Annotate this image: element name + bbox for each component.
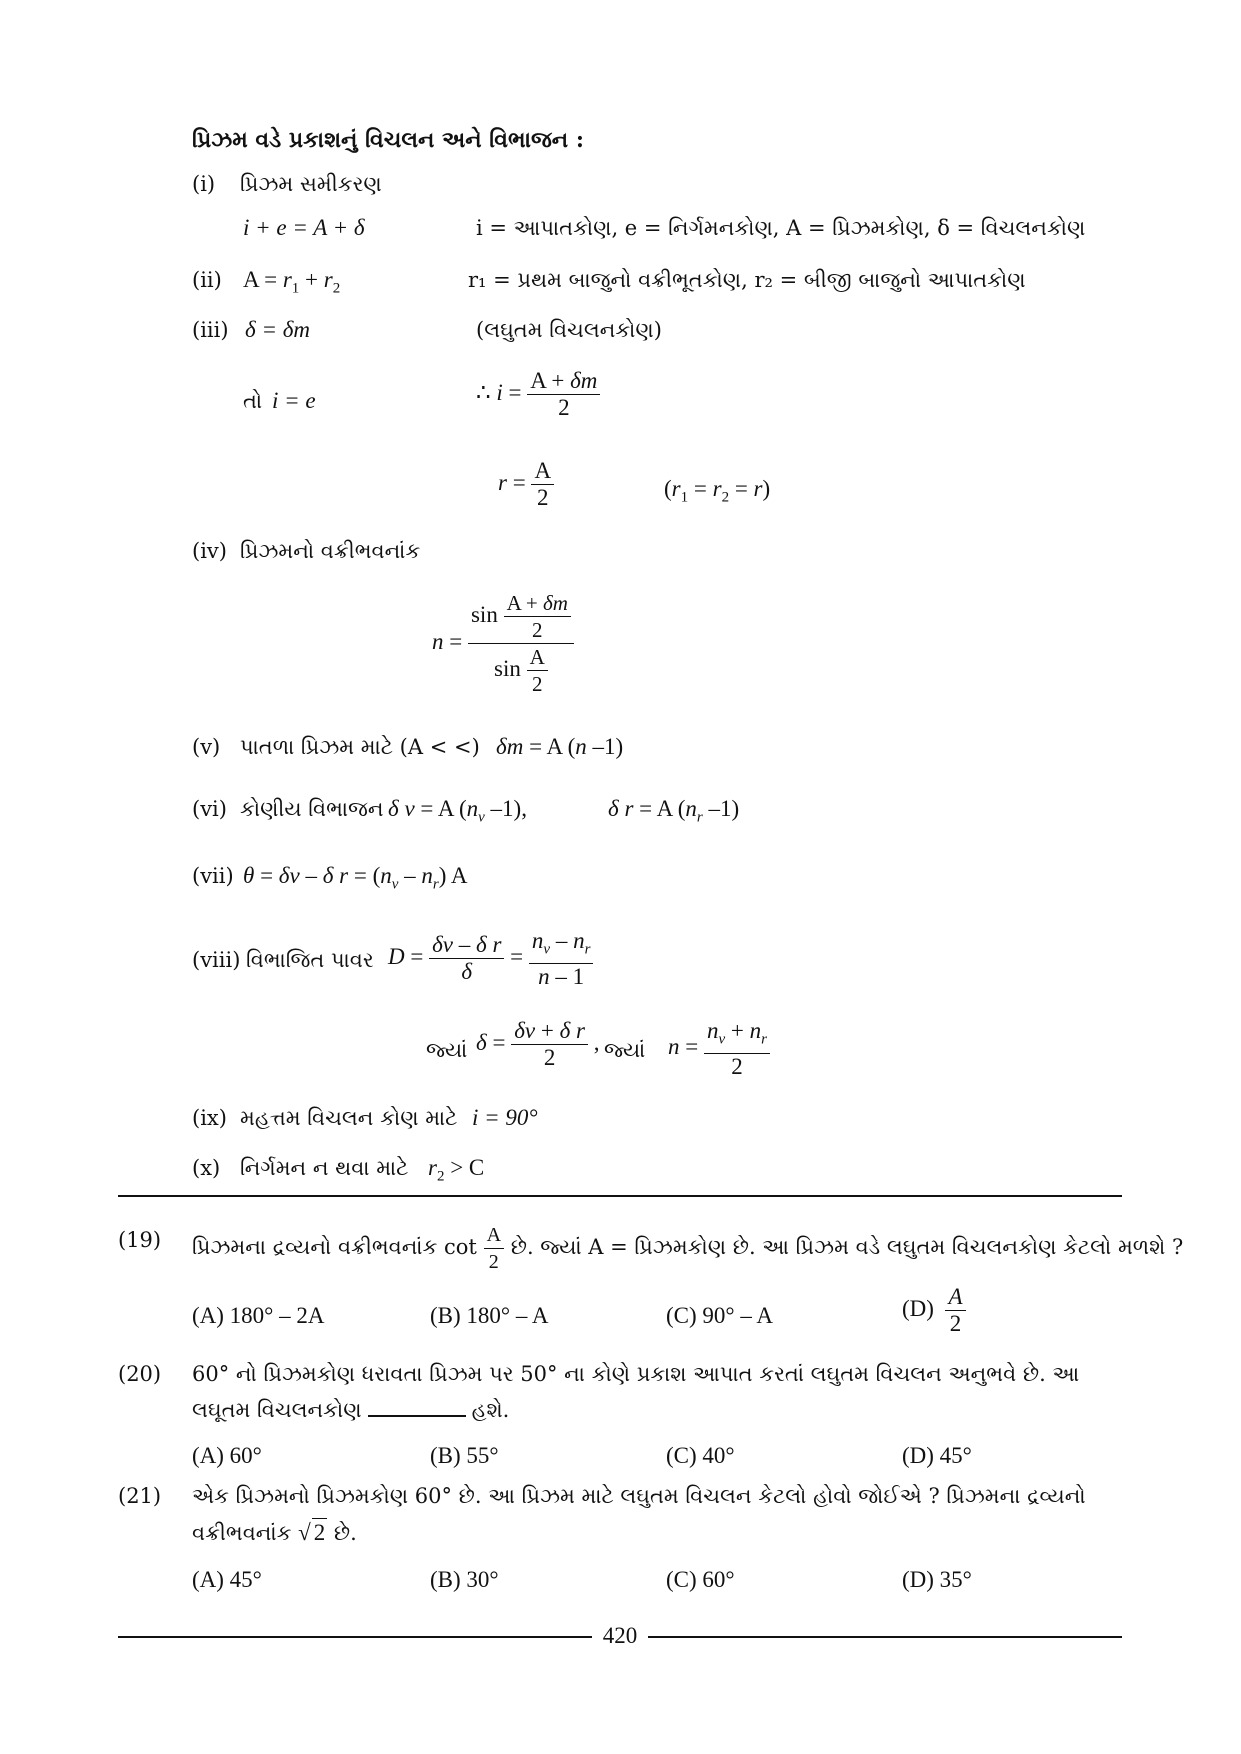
question-21-option-a[interactable]: (A) 45° bbox=[192, 1567, 262, 1592]
angular-dispersion-formula: θ = δv – δ $r = (n_v - n_r)$ A bbox=[243, 863, 468, 893]
footer-rule-left bbox=[118, 1636, 592, 1638]
item-label-i: (i) bbox=[192, 172, 216, 196]
violet-deviation-formula: δ v = A ($n_v$ –1), bbox=[388, 796, 527, 826]
footer-rule-right bbox=[648, 1636, 1122, 1638]
question-20-line-2: લઘૂતમ વિચલનકોણ હશે. bbox=[192, 1398, 510, 1422]
question-19-text: પ્રિઝમના દ્રવ્યનો વક્રીભવનાંક cot $\frac{A}{2}$ છે. જ્યાં A = પ્રિઝમકોણ છે. આ પ્રિઝમ વડે લઘુતમ વિચલનકોણ કેટલો મળશે ? bbox=[192, 1224, 1184, 1273]
answer-blank bbox=[368, 1415, 466, 1417]
item-label-ii: (ii) bbox=[192, 268, 222, 292]
item-label-x: (x) bbox=[192, 1156, 221, 1180]
question-19-option-a[interactable]: (A) 180° – 2A bbox=[192, 1303, 325, 1328]
dispersive-power-formula: D = $\frac{\text{δv – δ r}}{\delta}$ = $\frac{n_v - n_r}{n - 1}$ bbox=[388, 928, 593, 990]
question-20-line-1: 60° નો પ્રિઝમકોણ ધરાવતા પ્રિઝમ પર 50° ના કોણે પ્રકાશ આપાત કરતાં લઘુતમ વિચલન અનુભવે છે. આ bbox=[192, 1362, 1080, 1386]
question-20-option-d[interactable]: (D) 45° bbox=[902, 1443, 972, 1468]
angle-sum-legend: r₁ = પ્રથમ બાજુનો વક્રીભૂતકોણ, r₂ = બીજી બાજુનો આપાતકોણ bbox=[468, 268, 1026, 292]
min-deviation-formula: δ = δm bbox=[245, 317, 311, 342]
section-divider bbox=[118, 1195, 1122, 1197]
red-deviation-formula: δ r = A ($n_r$ –1) bbox=[608, 796, 740, 826]
max-deviation-formula: i = 90° bbox=[472, 1105, 538, 1130]
question-21-line-1: એક પ્રિઝમનો પ્રિઝમકોણ 60° છે. આ પ્રિઝમ માટે લઘુતમ વિચલન કેટલો હોવો જોઈએ ? પ્રિઝમના દ્રવ્યનો bbox=[192, 1484, 1086, 1508]
question-20-option-a[interactable]: (A) 60° bbox=[192, 1443, 262, 1468]
prism-equation-legend: i = આપાતકોણ, e = નિર્ગમનકોણ, A = પ્રિઝમકોણ, δ = વિચલનકોણ bbox=[476, 216, 1086, 240]
min-deviation-label: (લઘુતમ વિચલનકોણ) bbox=[476, 318, 662, 342]
where-word-2: જ્યાં bbox=[604, 1038, 646, 1062]
no-emergence-formula: $r_2 > C$ bbox=[428, 1155, 485, 1185]
max-deviation-text: મહત્તમ વિચલન કોણ માટે bbox=[240, 1106, 458, 1130]
question-21-option-d[interactable]: (D) 35° bbox=[902, 1567, 972, 1592]
page-number: 420 bbox=[602, 1623, 638, 1648]
equal-angles-condition: i = e bbox=[272, 388, 316, 413]
item-label-vi: (vi) bbox=[192, 797, 227, 821]
item-label-ix: (ix) bbox=[192, 1106, 227, 1130]
where-word-1: જ્યાં bbox=[426, 1038, 468, 1062]
refractive-index-formula: n = sin $\frac{A + \delta m}{2}$ sin $\frac{A}{2}$ bbox=[432, 590, 574, 697]
item-label-v: (v) bbox=[192, 735, 221, 759]
question-21-line-2: વક્રીભવનાંક √ 2 છે. bbox=[192, 1520, 357, 1545]
item-label-iii: (iii) bbox=[192, 318, 229, 342]
prism-equation: i + e = A + δ bbox=[243, 215, 365, 240]
section-heading: પ્રિઝમ વડે પ્રકાશનું વિચલન અને વિભાજન : bbox=[192, 127, 584, 153]
dispersive-power-text: વિભાજિત પાવર bbox=[246, 948, 374, 972]
thin-prism-text: પાતળા પ્રિઝમ માટે (A < <) bbox=[240, 735, 480, 759]
question-21-option-b[interactable]: (B) 30° bbox=[430, 1567, 499, 1592]
question-19-number: (19) bbox=[118, 1228, 162, 1252]
question-21-number: (21) bbox=[118, 1484, 162, 1508]
question-19-option-d[interactable]: (D) $\frac{A}{2}$ bbox=[902, 1284, 966, 1337]
question-21-option-c[interactable]: (C) 60° bbox=[666, 1567, 735, 1592]
angular-dispersion-text: કોણીય વિભાજન bbox=[240, 797, 384, 821]
item-label-iv: (iv) bbox=[192, 539, 227, 563]
item-label-viii: (viii) bbox=[192, 948, 241, 972]
question-19-option-c[interactable]: (C) 90° – A bbox=[666, 1303, 773, 1328]
question-20-option-c[interactable]: (C) 40° bbox=[666, 1443, 735, 1468]
question-20-option-b[interactable]: (B) 55° bbox=[430, 1443, 499, 1468]
incidence-at-min-deviation: ∴ i = $\frac{A + \delta m}{2}$ bbox=[476, 368, 600, 421]
then-word: તો bbox=[243, 389, 263, 413]
item-title-iv: પ્રિઝમનો વક્રીભવનાંક bbox=[240, 539, 421, 563]
angle-sum-formula: $A = r_1 + r_2$ bbox=[243, 267, 341, 297]
question-20-number: (20) bbox=[118, 1362, 162, 1386]
equal-refraction-condition: $(r_1 = r_2 = r)$ bbox=[664, 476, 771, 506]
question-19-option-b[interactable]: (B) 180° – A bbox=[430, 1303, 549, 1328]
item-label-vii: (vii) bbox=[192, 864, 234, 888]
no-emergence-text: નિર્ગમન ન થવા માટે bbox=[240, 1156, 409, 1180]
item-title-i: પ્રિઝમ સમીકરણ bbox=[240, 172, 382, 196]
refraction-angle-formula: r = $\frac{A}{2}$ bbox=[498, 458, 554, 511]
thin-prism-formula: δm = A (n –1) bbox=[496, 734, 624, 759]
mean-index-formula: n = $\frac{n_v + n_r}{2}$ bbox=[668, 1018, 770, 1080]
mean-deviation-formula: δ = $\frac{\text{δv + δ r}}{2}$ , bbox=[476, 1018, 600, 1070]
